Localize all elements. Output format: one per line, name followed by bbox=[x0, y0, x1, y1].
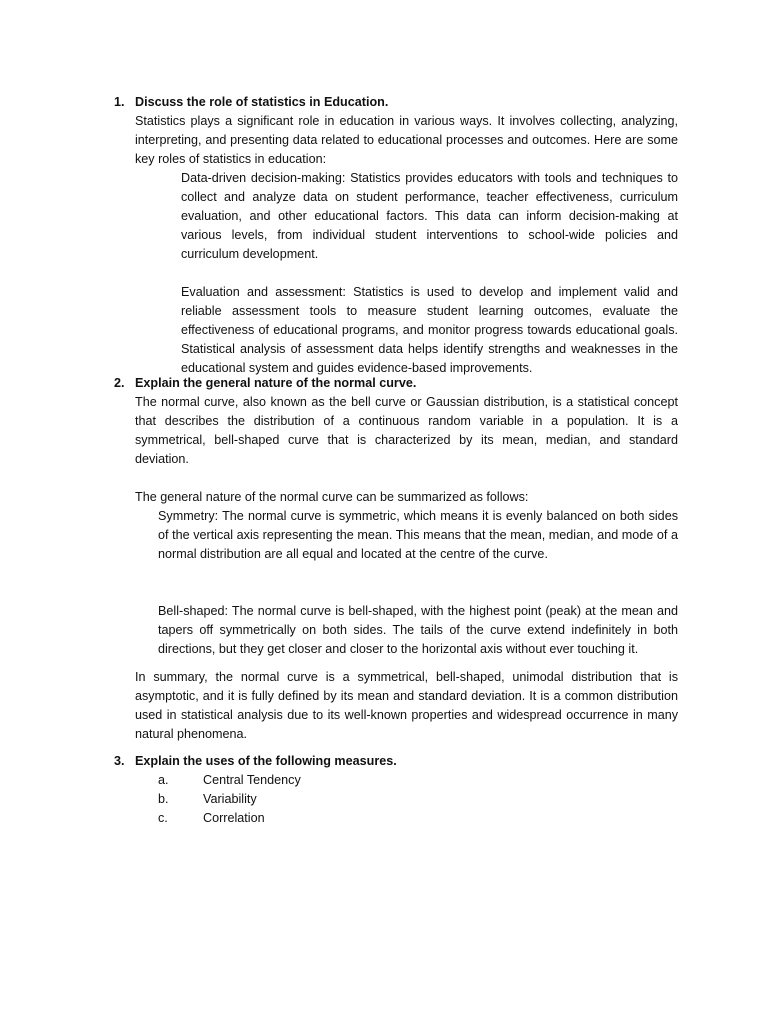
list-item-label: Central Tendency bbox=[203, 773, 301, 787]
nature-summary: In summary, the normal curve is a symmetrical, bell-shaped, unimodal distribution that is asymptotic, and it is fully defined by its mean and standard deviation. It is a common distribution used in statistical analysis due to its well-known properties and widespread occurrence in many natural phenomena. bbox=[135, 670, 678, 741]
role-point-data-driven: Data-driven decision-making: Statistics provides educators with tools and techniques to collect and analyze data on student performance, teacher effectiveness, curriculum evaluation, and other educational factors. This data can inform decision-making at various levels, from individual student interventions to school-wide policies and curriculum development. bbox=[181, 171, 678, 261]
list-item bbox=[158, 771, 678, 790]
list-item bbox=[158, 809, 678, 828]
question-title: Discuss the role of statistics in Education. bbox=[135, 95, 389, 109]
list-item-label: Variability bbox=[203, 792, 257, 806]
nature-point-symmetry: Symmetry: The normal curve is symmetric, which means it is evenly balanced on both sides of the vertical axis representing the mean. This means that the mean, median, and mode of a normal distribution are all equal and located at the centre of the curve. bbox=[158, 509, 678, 561]
nature-lead: The general nature of the normal curve can be summarized as follows: bbox=[135, 490, 529, 504]
question-title: Explain the uses of the following measures. bbox=[135, 754, 397, 768]
question-2 bbox=[114, 374, 678, 744]
role-point-evaluation: Evaluation and assessment: Statistics is used to develop and implement valid and reliable assessment tools to measure student learning outcomes, evaluate the effectiveness of educational programs, and monitor progress towards educational goals. Statistical analysis of assessment data helps identify strengths and weaknesses in the educational system and guides evidence-based improvements. bbox=[181, 285, 678, 375]
question-intro: The normal curve, also known as the bell curve or Gaussian distribution, is a statistical concept that describes the distribution of a continuous random variable in a population. It is a symmetrical, bell-shaped curve that is characterized by its mean, median, and standard deviation. bbox=[135, 395, 678, 466]
question-number: 3. bbox=[114, 754, 125, 768]
question-number: 1. bbox=[114, 95, 125, 109]
list-marker: b. bbox=[158, 792, 169, 806]
question-1 bbox=[114, 93, 678, 378]
question-title: Explain the general nature of the normal curve. bbox=[135, 376, 417, 390]
nature-point-bell-shaped: Bell-shaped: The normal curve is bell-shaped, with the highest point (peak) at the mean and tapers off symmetrically on both sides. The tails of the curve extend indefinitely in both directions, but they get closer and closer to the horizontal axis without ever touching it. bbox=[158, 604, 678, 656]
list-marker: c. bbox=[158, 811, 168, 825]
question-3 bbox=[114, 752, 678, 828]
question-intro: Statistics plays a significant role in education in various ways. It involves collecting, analyzing, interpreting, and presenting data related to educational processes and outcomes. Here are some key roles of statistics in education: bbox=[135, 114, 678, 166]
list-item-label: Correlation bbox=[203, 811, 265, 825]
list-item bbox=[158, 790, 678, 809]
question-number: 2. bbox=[114, 376, 125, 390]
measures-list bbox=[135, 771, 678, 828]
list-marker: a. bbox=[158, 773, 169, 787]
